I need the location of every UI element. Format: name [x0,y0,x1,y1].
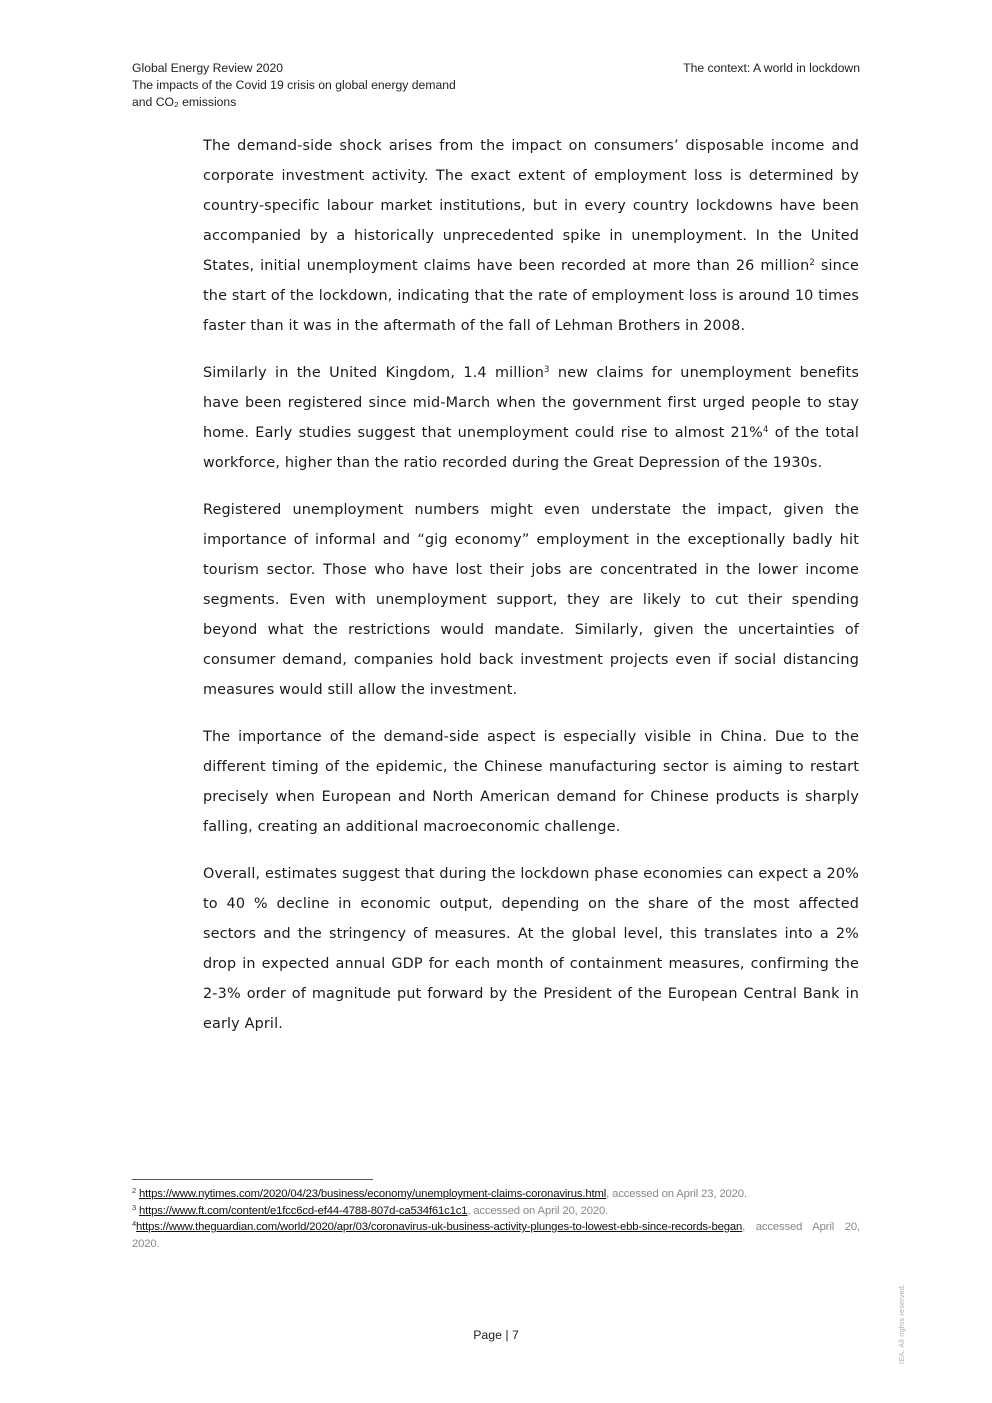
footnote-ref-3: 3 [543,365,550,375]
paragraph-4: The importance of the demand-side aspect is especially visible in China. Due to the different timing of the epidemic, the Chinese manufacturing sector is aiming to restart precisely when European and North American demand for Chinese products is sharply falling, creating an additional macroeconomic challenge. [203,729,859,835]
paragraph-2 [203,358,859,478]
footnote-number: 4 [132,1219,137,1228]
copyright-watermark-text: IEA. All rights reserved. [899,1283,906,1364]
header-title-line-3: and CO₂ emissions [132,95,237,109]
paragraph-1-text-b: since the start of the lockdown, indicating that the rate of employment loss is around 10 times faster than it was in the aftermath of the fall of Lehman Brothers in 2008. [203,258,859,334]
footnote-divider [132,1179,373,1180]
paragraph-5: Overall, estimates suggest that during the lockdown phase economies can expect a 20% to 40 % decline in economic output, depending on the share of the most affected sectors and the stringency of measures. At the global level, this translates into a 2% drop in expected annual GDP for each month of containment measures, confirming the 2-3% order of magnitude put forward by the President of the European Central Bank in early April. [203,866,859,1032]
header-title-line-1: Global Energy Review 2020 [132,61,284,75]
footnote-3 [132,1203,860,1220]
footnote-accessed-date: , accessed on April 20, 2020. [467,1204,609,1217]
footnote-4 [132,1219,860,1252]
footnote-ref-2: 2 [809,258,815,268]
footnote-2 [132,1186,860,1203]
copyright-watermark [890,1282,906,1364]
footnote-link-guardian[interactable]: https://www.theguardian.com/world/2020/apr/03/coronavirus-uk-business-activity-plunges-to-lowest-ebb-since-records-began [136,1221,743,1233]
footnote-accessed-date: , accessed on April 23, 2020. [606,1188,747,1200]
header-section-title: The context: A world in lockdown [683,61,860,75]
header-document-title [132,60,532,111]
main-body-text [203,131,859,1056]
footnote-ref-4: 4 [763,425,769,435]
footnote-accessed-date: , accessed April 20, 2020. [132,1221,860,1250]
footnote-link-ft[interactable]: https://www.ft.com/content/e1fcc6cd-ef44-4788-807d-ca534f61c1c1 [139,1204,468,1217]
paragraph-2-text-c: of the total workforce, higher than the ratio recorded during the Great Depression of the 1930s. [203,425,859,471]
footnotes [132,1186,860,1252]
footnote-link-nytimes[interactable]: https://www.nytimes.com/2020/04/23/business/economy/unemployment-claims-coronavirus.html [139,1188,607,1200]
paragraph-1 [203,131,859,341]
paragraph-2-text-b: new claims for unemployment benefits have been registered since mid-March when the government first urged people to stay home. Early studies suggest that unemployment could rise to almost 21% [203,365,859,441]
page-number: Page | 7 [473,1328,519,1342]
paragraph-2-text-a: Similarly in the United Kingdom, 1.4 million [203,365,544,381]
paragraph-1-text-a: The demand-side shock arises from the impact on consumers’ disposable income and corporate investment activity. The exact extent of employment loss is determined by country-specific labour market institutions, but in every country lockdowns have been accompanied by a historically unprecedented spike in unemployment. In the United States, initial unemployment claims have been recorded at more than 26 million [203,138,859,274]
header-title-line-2: The impacts of the Covid 19 crisis on global energy demand [132,78,456,92]
footnote-number: 3 [132,1202,137,1212]
paragraph-3: Registered unemployment numbers might even understate the impact, given the importance of informal and “gig economy” employment in the exceptionally badly hit tourism sector. Those who have lost their jobs are concentrated in the lower income segments. Even with unemployment support, they are likely to cut their spending beyond what the restrictions would mandate. Similarly, given the uncertainties of consumer demand, companies hold back investment projects even if social distancing measures would still allow the investment. [203,502,859,698]
footnote-number: 2 [132,1186,137,1195]
